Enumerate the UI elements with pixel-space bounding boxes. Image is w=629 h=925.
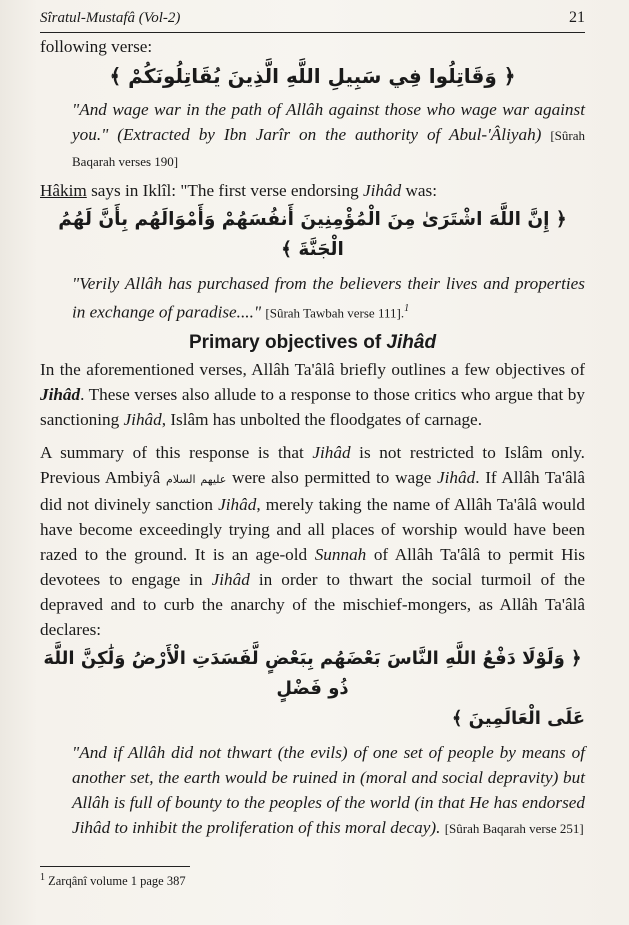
quote-1 [72,97,585,174]
footnote [40,872,186,889]
hakim-paragraph [40,178,585,203]
para-2-d: . If Allâh Ta'âlâ did not divinely sanction [40,467,585,514]
footnote-divider [40,866,190,867]
quote-2 [72,271,585,326]
hakim-name: Hâkim [40,181,87,200]
quote-1-ref: [Sûrah Baqarah verses 190] [72,128,586,169]
quote-3-ref: [Sûrah Baqarah verse 251] [444,820,584,836]
para-1-term: Jihâd [40,384,81,404]
arabic-verse-2: ﴿ إِنَّ اللَّهَ اشْتَرَىٰ مِنَ الْمُؤْمِنِينَ أَنفُسَهُمْ وَأَمْوَالَهُم بِأَنَّ لَهُمُ الْجَنَّةَ ﴾ [58,209,567,260]
hakim-text-before: says in Iklîl: "The first verse endorsing [86,181,364,200]
footnote-text: Zarqânî volume 1 page 387 [45,874,186,889]
para-2-b: is not restricted to Islâm only. Previous Ambiyâ [40,442,585,487]
para-2-g: in order to thwart the social turmoil of the depraved and to curb the anarchy of the mischief-mongers, as Allâh Ta'âlâ declares: [40,569,586,639]
footnote-marker: 1 [40,872,45,883]
para-1-a: In the aforementioned verses, Allâh Ta'âlâ briefly outlines a few objectives of [40,359,585,379]
page-body [40,34,585,841]
heading-term: Jihâd [386,331,437,353]
arabic-verse-1: ﴿ وَقَاتِلُوا فِي سَبِيلِ اللَّهِ الَّذِينَ يُقَاتِلُونَكُمْ ﴾ [109,64,516,88]
quote-3-b: to inhibit the proliferation of this moral decay). [110,817,441,837]
hakim-text-after: was: [401,181,438,200]
paragraph-1 [40,357,585,432]
paragraph-2 [40,440,585,642]
quote-3-term: Jihâd [72,817,111,837]
para-2-term2: Jihâd [437,467,476,487]
quote-2-footnote-marker: 1 [404,303,410,314]
salutation-glyph: عليهم السلام [165,472,227,486]
heading-text: Primary objectives of [188,331,387,353]
para-2-term4: Sunnah [314,544,367,564]
quote-1-text: "And wage war in the path of Allâh against those who wage war against you." (Extracted by Ibn Jarîr on the authority of Abul-'Âliyah) [72,100,585,144]
para-2-term: Jihâd [312,442,351,462]
arabic-verse-3b: عَلَى الْعَالَمِينَ ﴾ [451,707,585,729]
hakim-term: Jihâd [363,181,402,200]
arabic-verse-3a: ﴿ وَلَوْلَا دَفْعُ اللَّهِ النَّاسَ بَعْضَهُم بِبَعْضٍ لَّفَسَدَتِ الْأَرْضُ وَلَٰكِنَّ اللَّهَ ذُو فَضْلٍ [43,647,582,699]
para-1-c: , Islâm has unbolted the floodgates of carnage. [161,409,482,429]
para-2-f: of Allâh Ta'âlâ to permit His devotees to engage in [40,544,585,589]
para-2-c: were also permitted to wage [226,467,438,487]
para-1-term2: Jihâd [123,409,162,429]
quote-2-ref: [Sûrah Tawbah verse 111]. [265,305,405,321]
running-header [40,8,585,33]
quote-2-text: "Verily Allâh has purchased from the believers their lives and properties in exchange of paradise...." [72,274,585,322]
quote-3-a: "And if Allâh did not thwart (the evils) of one set of people by means of another set, the earth would be ruined in (moral and social depravity) but Allâh is full of bounty to the peoples of the world (in that He has endorsed [72,742,585,812]
para-2-a: A summary of this response is that [40,442,313,462]
para-1-b: . These verses also allude to a response to those critics who argue that by sanctioning [40,384,585,429]
running-title: Sîratul-Mustafâ (Vol-2) [40,10,181,26]
para-2-term3: Jihâd [218,494,257,514]
quote-3 [72,740,585,841]
para-2-term5: Jihâd [211,569,250,589]
para-2-e: , merely taking the name of Allâh Ta'âlâ would have become exceedingly trying and all places of worship would have been razed to the ground. It is an age-old [40,494,585,564]
section-heading [40,330,585,355]
intro-line: following verse: [40,37,153,56]
page-number: 21 [569,9,585,26]
